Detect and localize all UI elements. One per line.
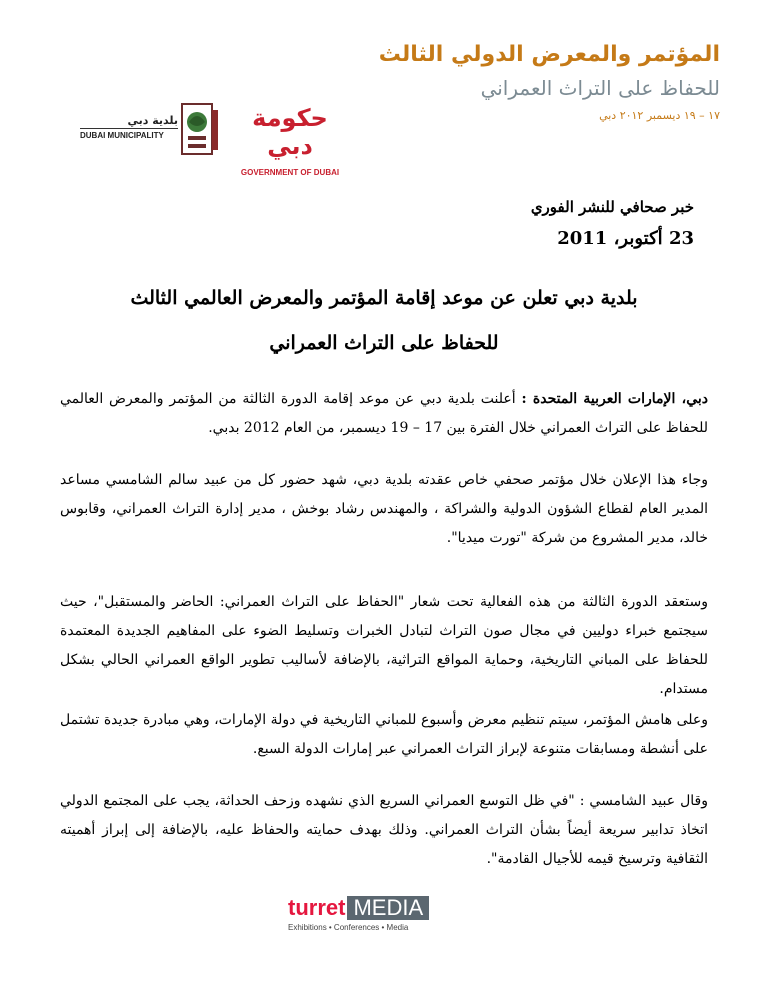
conference-logo xyxy=(378,40,720,160)
dm-logo-arabic: بلدية دبي xyxy=(80,114,178,129)
press-release-label: خبر صحافي للنشر الفوري xyxy=(530,198,694,216)
dubai-municipality-logo xyxy=(80,100,220,160)
conference-subtitle: للحفاظ على التراث العمراني xyxy=(480,76,720,100)
paragraph-4: وعلى هامش المؤتمر، سيتم تنظيم معرض وأسبوع للمباني التاريخية في دولة الإمارات، وهي مبادرة جديدة تشتمل على أنشطة ومسابقات متنوعة لإبراز التراث العمراني عبر إمارات الدولة السبع. xyxy=(60,712,708,757)
conference-title: المؤتمر والمعرض الدولي الثالث xyxy=(378,42,720,67)
dateline: دبي، الإمارات العربية المتحدة : xyxy=(521,391,708,407)
paragraph-2: وجاء هذا الإعلان خلال مؤتمر صحفي خاص عقدته بلدية دبي، شهد حضور كل من عبيد سالم الشامسي مساعد المدير العام لقطاع الشؤون الدولية والشراكة ، والمهندس رشاد بوخش ، مدير إدارة التراث العمراني، وقابوس خالد، مدير المشروع من شركة "تورت ميديا". xyxy=(60,472,708,546)
paragraph-3: وستعقد الدورة الثالثة من هذه الفعالية تحت شعار "الحفاظ على التراث العمراني: الحاضر والمستقبل"، حيث سيجتمع خبراء دوليين في مجال صون التراث لتبادل الخبرات وتسليط الضوء على المفاهيم الجديدة المعتمدة للحفاظ على المباني التاريخية، وحماية المواقع التراثية، بالإضافة لأساليب تطوير الواقع العمراني الحالي بشكل مستدام. xyxy=(60,594,708,697)
paragraph-1 xyxy=(60,385,708,443)
turret-word: turret xyxy=(288,895,346,920)
conference-dates: ١٧ – ١٩ ديسمبر ٢٠١٢ دبي xyxy=(599,109,720,122)
turret-tagline: Exhibitions • Conferences • Media xyxy=(288,923,409,932)
gov-logo-arabic: حكومة دبي xyxy=(252,104,328,160)
dm-logo-english: DUBAI MUNICIPALITY xyxy=(80,131,164,140)
headline-line-1: بلدية دبي تعلن عن موعد إقامة المؤتمر والمعرض العالمي الثالث xyxy=(130,287,638,309)
paragraph-5: وقال عبيد الشامسي : "في ظل التوسع العمراني السريع الذي نشهده وزحف الحداثة، يجب على المجتمع الدولي اتخاذ تدابير سريعة أيضاً بشأن التراث العمراني. وذلك بهدف حمايته والحفاظ عليه، بالإضافة إلى إبراز أهميته الثقافية وترسيخ قيمه للأجيال القادمة". xyxy=(60,793,708,867)
gov-logo-english: GOVERNMENT OF DUBAI xyxy=(240,168,340,177)
headline-line-2: للحفاظ على التراث العمراني xyxy=(269,332,499,354)
government-of-dubai-logo xyxy=(236,104,344,177)
turret-media-logo xyxy=(288,896,458,936)
paragraph-1-text: أعلنت بلدية دبي عن موعد إقامة الدورة الثالثة من المؤتمر والمعرض العالمي للحفاظ على التراث العمراني خلال الفترة بين 17 – 19 ديسمبر، من العام 2012 بدبي. xyxy=(60,391,708,436)
release-date: 23 أكتوبر، 2011 xyxy=(557,228,694,249)
media-word: MEDIA xyxy=(347,896,429,920)
dm-emblem-icon xyxy=(180,100,220,158)
